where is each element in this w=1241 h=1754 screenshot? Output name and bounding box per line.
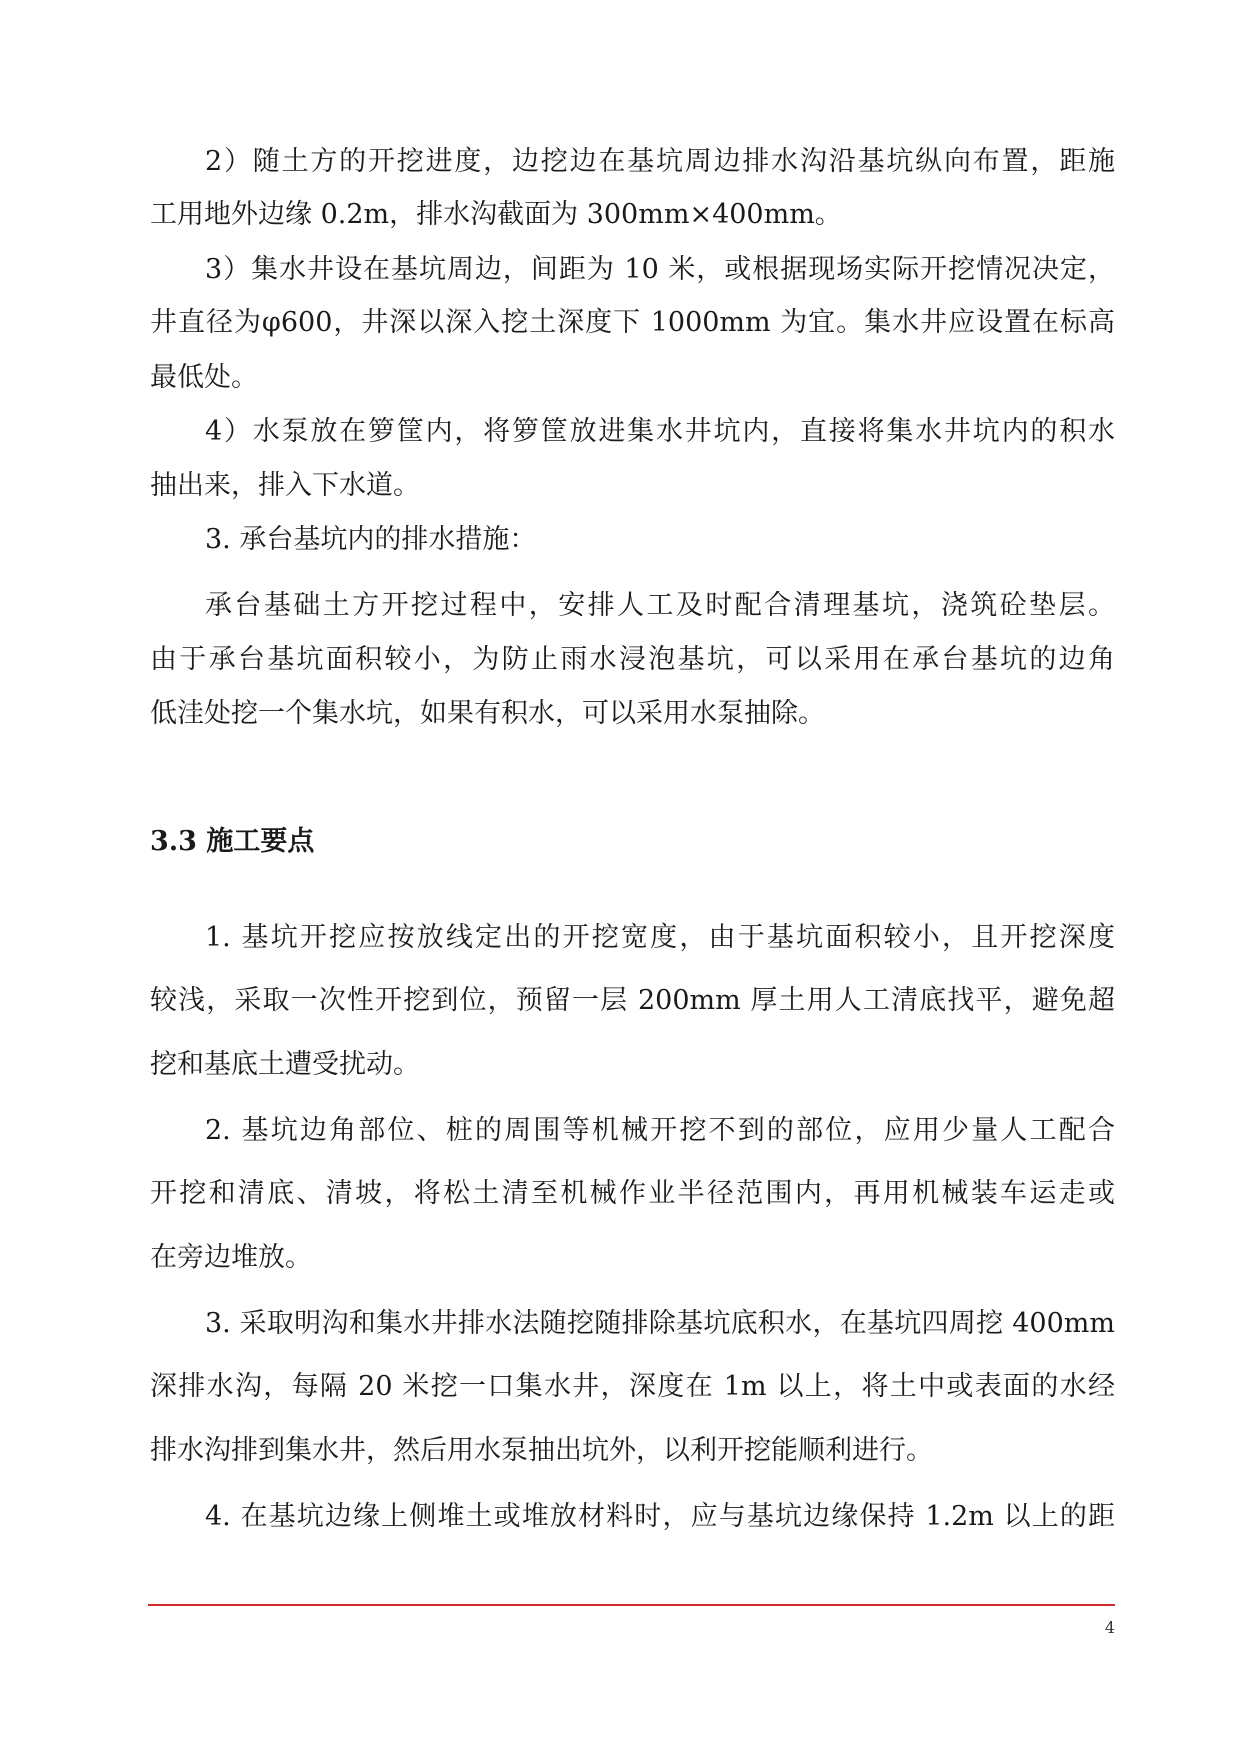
point3-line3: 排水沟排到集水井，然后用水泵抽出坑外，以利开挖能顺利进行。 (150, 1435, 933, 1466)
point2-line2: 开挖和清底、清坡，将松土清至机械作业半径范围内，再用机械装车运走或 (150, 1178, 1115, 1209)
cap-drainage-heading: 3. 承台基坑内的排水措施： (205, 524, 537, 555)
drainage-item3-line3: 最低处。 (150, 362, 258, 393)
point1-line2: 较浅，采取一次性开挖到位，预留一层 200mm 厚土用人工清底找平，避免超 (150, 985, 1115, 1016)
footer-rule (148, 1604, 1115, 1606)
section-heading: 3.3 施工要点 (150, 826, 315, 857)
drainage-item3-line2: 井直径为φ600，井深以深入挖土深度下 1000mm 为宜。集水井应设置在标高 (150, 307, 1115, 338)
page-number: 4 (1104, 1618, 1115, 1637)
point1-line1: 1. 基坑开挖应按放线定出的开挖宽度，由于基坑面积较小，且开挖深度 (205, 922, 1115, 953)
drainage-item2-line2: 工用地外边缘 0.2m，排水沟截面为 300mm×400mm。 (150, 199, 842, 230)
cap-paragraph-line1: 承台基础土方开挖过程中，安排人工及时配合清理基坑，浇筑砼垫层。 (205, 590, 1115, 621)
point2-line1: 2. 基坑边角部位、桩的周围等机械开挖不到的部位，应用少量人工配合 (205, 1115, 1115, 1146)
point1-line3: 挖和基底土遭受扰动。 (150, 1049, 420, 1080)
drainage-item2-line1: 2）随土方的开挖进度，边挖边在基坑周边排水沟沿基坑纵向布置，距施 (205, 146, 1115, 177)
drainage-item4-line2: 抽出来，排入下水道。 (150, 470, 420, 501)
cap-paragraph-line2: 由于承台基坑面积较小，为防止雨水浸泡基坑，可以采用在承台基坑的边角 (150, 644, 1115, 675)
point4-line1: 4. 在基坑边缘上侧堆土或堆放材料时，应与基坑边缘保持 1.2m 以上的距 (205, 1501, 1115, 1532)
cap-paragraph-line3: 低洼处挖一个集水坑，如果有积水，可以采用水泵抽除。 (150, 698, 825, 729)
point3-line1: 3. 采取明沟和集水井排水法随挖随排除基坑底积水，在基坑四周挖 400mm (205, 1308, 1115, 1339)
point2-line3: 在旁边堆放。 (150, 1242, 312, 1273)
point3-line2: 深排水沟，每隔 20 米挖一口集水井，深度在 1m 以上，将土中或表面的水经 (150, 1371, 1115, 1402)
drainage-item3-line1: 3）集水井设在基坑周边，间距为 10 米，或根据现场实际开挖情况决定， (205, 254, 1115, 285)
drainage-item4-line1: 4）水泵放在箩筐内，将箩筐放进集水井坑内，直接将集水井坑内的积水 (205, 416, 1115, 447)
